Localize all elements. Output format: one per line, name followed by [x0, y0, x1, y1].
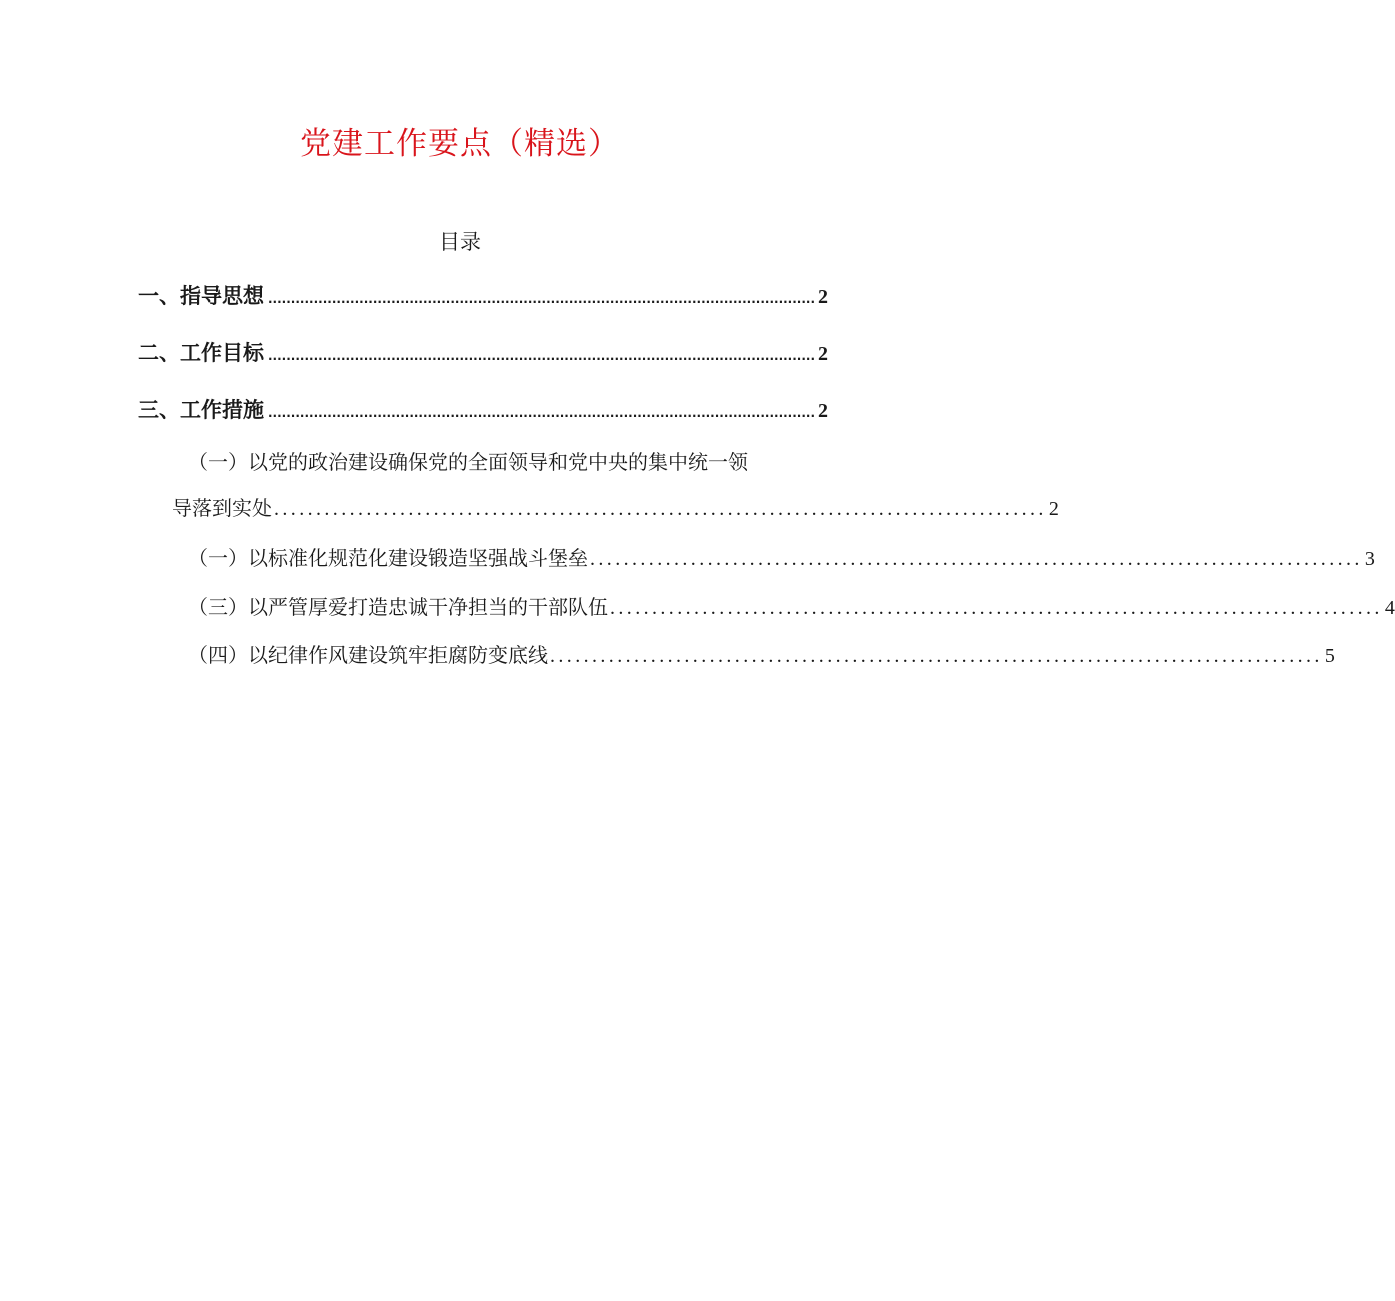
- toc-heading: 目录: [439, 230, 481, 254]
- toc-page-number: 2: [818, 400, 829, 422]
- toc-entry-label: 一、指导思想: [138, 284, 264, 308]
- toc-page-number: 4: [1384, 597, 1395, 619]
- toc-leader-dots: ........................................................................................................................: [268, 349, 816, 363]
- toc-leader-dots: ............................................................................................: [610, 597, 1383, 619]
- toc-page-number: 3: [1364, 548, 1375, 570]
- toc-leader-dots: ............................................................................................: [274, 498, 1047, 520]
- toc-entry-label: （一）以标准化规范化建设锻造坚强战斗堡垒: [188, 546, 588, 570]
- toc-entry-label: （三）以严管厚爱打造忠诚干净担当的干部队伍: [188, 595, 608, 619]
- toc-subentry-2[interactable]: [188, 542, 1375, 571]
- toc-entry-label: 导落到实处: [172, 496, 272, 520]
- toc-subentry-4[interactable]: [188, 639, 1335, 668]
- toc-entry-label: （四）以纪律作风建设筑牢拒腐防变底线: [188, 643, 548, 667]
- toc-page-number: 2: [818, 343, 829, 365]
- toc-page-number: 2: [818, 286, 829, 308]
- toc-subentry-1-line2[interactable]: [172, 492, 1059, 521]
- document-title: 党建工作要点（精选）: [300, 126, 620, 162]
- toc-subentry-3[interactable]: [188, 591, 1395, 620]
- toc-entry-label: 三、工作措施: [138, 398, 264, 422]
- toc-entry-label: 二、工作目标: [138, 341, 264, 365]
- toc-entry-guiding-ideology[interactable]: [138, 280, 829, 310]
- toc-page-number: 5: [1324, 645, 1335, 667]
- toc-entry-work-goals[interactable]: [138, 337, 829, 367]
- toc-subentry-1-line1[interactable]: （一）以党的政治建设确保党的全面领导和党中央的集中统一领: [188, 450, 748, 474]
- toc-leader-dots: ............................................................................................: [550, 645, 1323, 667]
- toc-leader-dots: ............................................................................................: [590, 548, 1363, 570]
- toc-entry-work-measures[interactable]: [138, 394, 829, 424]
- toc-page-number: 2: [1048, 498, 1059, 520]
- toc-leader-dots: ........................................................................................................................: [268, 406, 816, 420]
- toc-leader-dots: ........................................................................................................................: [268, 292, 816, 306]
